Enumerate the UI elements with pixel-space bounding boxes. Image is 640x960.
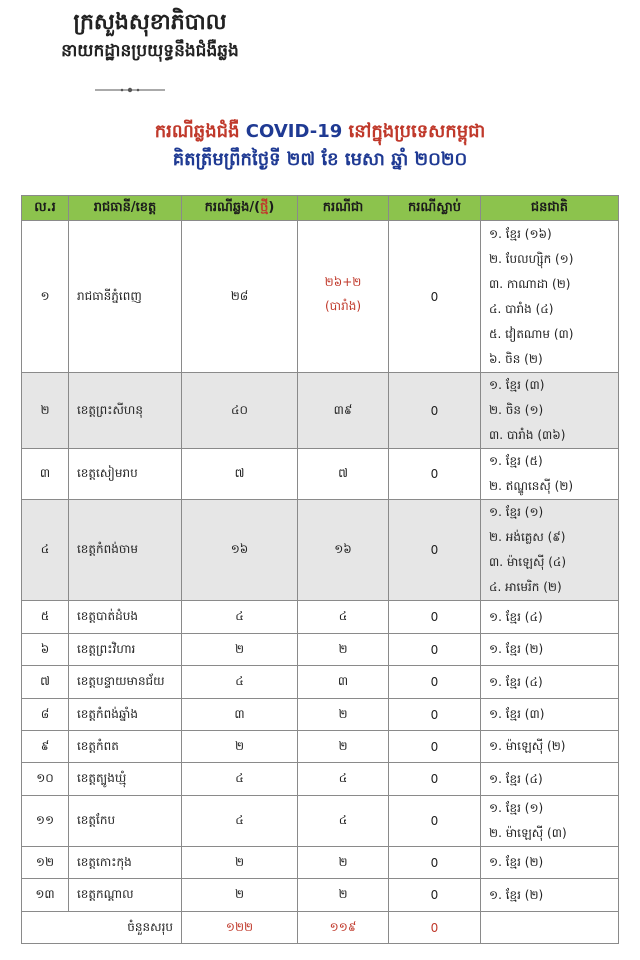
cell-no: ៤ <box>22 500 69 601</box>
ministry-name: ក្រសួងសុខាភិបាល <box>73 10 227 35</box>
cell-deaths: 0 <box>389 699 481 731</box>
nationality-item: ១. ខ្មែរ (១) <box>489 801 544 815</box>
recovered-value: ៣៩ <box>333 402 353 417</box>
total-recovered: ១១៩ <box>298 912 389 944</box>
cell-province: ខេត្តកែប <box>69 796 182 847</box>
cell-deaths: 0 <box>389 796 481 847</box>
cell-recovered <box>298 731 389 763</box>
table-row <box>22 763 619 796</box>
cell-province: ខេត្តកំពត <box>69 731 182 763</box>
cell-nationality <box>481 763 619 796</box>
cell-cases: ២ <box>182 847 298 879</box>
table-row <box>22 879 619 912</box>
cell-no: ១១ <box>22 796 69 847</box>
cell-deaths: 0 <box>389 449 481 500</box>
recovered-value: ២ <box>338 887 348 901</box>
nationality-item: ៥. វៀតណាម (៣) <box>489 326 574 341</box>
cell-cases: ១៦ <box>182 500 298 601</box>
cell-nationality <box>481 796 619 847</box>
cell-province: ខេត្តព្រះសីហនុ <box>69 373 182 449</box>
header-block <box>20 8 280 64</box>
nationality-item: ១. ខ្មែរ (៤) <box>489 771 543 786</box>
cell-province: ខេត្តបន្ទាយមានជ័យ <box>69 666 182 699</box>
recovered-value: ២ <box>338 706 348 721</box>
cell-province: ខេត្តកណ្ដាល <box>69 879 182 912</box>
cell-nationality <box>481 373 619 449</box>
cell-no: ២ <box>22 373 69 449</box>
table-row <box>22 796 619 847</box>
cell-deaths: 0 <box>389 731 481 763</box>
cell-cases: ២ <box>182 879 298 912</box>
nationality-item: ១. ខ្មែរ (៤) <box>489 674 543 689</box>
recovered-value: ៤ <box>338 813 348 827</box>
cell-cases: ៤០ <box>182 373 298 449</box>
col-header-recovered: ករណីជា <box>298 196 389 221</box>
cell-nationality <box>481 601 619 634</box>
cell-cases: ២ <box>182 634 298 666</box>
total-deaths: 0 <box>389 912 481 944</box>
table-row <box>22 634 619 666</box>
cell-deaths: 0 <box>389 373 481 449</box>
cell-no: ៦ <box>22 634 69 666</box>
cell-province: ខេត្តកោះកុង <box>69 847 182 879</box>
cell-province: ខេត្តត្បូងឃ្មុំ <box>69 763 182 796</box>
recovered-value: ៤ <box>338 609 348 623</box>
nationality-item: ១. ខ្មែរ (១៦) <box>489 226 552 241</box>
cell-no: ១២ <box>22 847 69 879</box>
cell-no: ៧ <box>22 666 69 699</box>
cell-province: ខេត្តកំពង់ចាម <box>69 500 182 601</box>
title-line-1: ករណីឆ្លងជំងឺ COVID-19 នៅក្នុងប្រទេសកម្ពុជា <box>154 121 486 142</box>
recovered-note: (បារាំង) <box>324 298 362 313</box>
cell-recovered <box>298 373 389 449</box>
cell-nationality <box>481 879 619 912</box>
cell-no: ៨ <box>22 699 69 731</box>
report-title <box>0 118 640 174</box>
cell-province: ខេត្តបាត់ដំបង <box>69 601 182 634</box>
cell-cases: ៤ <box>182 796 298 847</box>
nationality-item: ៦. ចិន (២) <box>489 351 543 366</box>
recovered-value: ២ <box>338 854 348 869</box>
nationality-item: ២. បែលហ្ស៊ិក (១) <box>489 251 574 266</box>
cell-cases: ៧ <box>182 449 298 500</box>
cell-cases: ៤ <box>182 601 298 634</box>
nationality-item: ៣. បារាំង (៣៦) <box>489 428 566 442</box>
cell-recovered <box>298 699 389 731</box>
cell-nationality <box>481 221 619 373</box>
cell-nationality <box>481 666 619 699</box>
cell-recovered <box>298 601 389 634</box>
cell-no: ៣ <box>22 449 69 500</box>
cell-nationality <box>481 847 619 879</box>
total-row <box>22 912 619 944</box>
recovered-value: ១៦ <box>334 542 352 556</box>
col-header-no: ល.រ <box>22 196 69 221</box>
nationality-item: ១. ខ្មែរ (២) <box>489 855 544 869</box>
col-header-nationality: ជនជាតិ <box>481 196 619 221</box>
nationality-item: ១. ខ្មែរ (៥) <box>489 454 543 468</box>
nationality-item: ១. ខ្មែរ (៣) <box>489 707 545 721</box>
total-label: ចំនួនសរុប <box>22 912 182 944</box>
cell-deaths: 0 <box>389 763 481 796</box>
cell-cases: ៣ <box>182 699 298 731</box>
cell-nationality <box>481 731 619 763</box>
cell-deaths: 0 <box>389 847 481 879</box>
nationality-item: ១. ខ្មែរ (៤) <box>489 609 543 624</box>
table-row <box>22 449 619 500</box>
col-header-cases: ករណីឆ្លង/(ថ្មី) <box>182 196 298 221</box>
nationality-item: ១. ខ្មែរ (២) <box>489 642 544 656</box>
table-row <box>22 221 619 373</box>
nationality-item: ១. ម៉ាឡេស៊ី (២) <box>489 739 566 753</box>
nationality-item: ២. ចិន (១) <box>489 403 544 417</box>
table-header-row <box>22 196 619 221</box>
table-row <box>22 731 619 763</box>
nationality-item: ៣. ម៉ាឡេស៊ី (៤) <box>489 555 567 569</box>
recovered-value: ៤ <box>338 771 348 785</box>
cell-no: ១ <box>22 221 69 373</box>
cell-deaths: 0 <box>389 500 481 601</box>
cell-cases: ២ <box>182 731 298 763</box>
decorative-divider-icon <box>95 86 165 94</box>
cell-province: រាជធានីភ្នំពេញ <box>69 221 182 373</box>
cell-province: ខេត្តកំពង់ឆ្នាំង <box>69 699 182 731</box>
cases-table <box>21 195 619 944</box>
nationality-item: ១. ខ្មែរ (៣) <box>489 378 545 392</box>
table-row <box>22 699 619 731</box>
cell-recovered <box>298 796 389 847</box>
table-row <box>22 601 619 634</box>
cell-recovered <box>298 879 389 912</box>
cell-nationality <box>481 449 619 500</box>
cell-no: ៥ <box>22 601 69 634</box>
recovered-value: ២ <box>338 738 348 753</box>
cell-deaths: 0 <box>389 221 481 373</box>
cell-no: ១០ <box>22 763 69 796</box>
cell-no: ១៣ <box>22 879 69 912</box>
title-line-2: គិតត្រឹមព្រឹកថ្ងៃទី ២៧ ខែ មេសា ឆ្នាំ ២០២០ <box>172 149 468 170</box>
cell-recovered <box>298 763 389 796</box>
cell-recovered <box>298 449 389 500</box>
cell-deaths: 0 <box>389 879 481 912</box>
nationality-item: ៤. អាមេរិក (២) <box>489 580 562 594</box>
cell-deaths: 0 <box>389 634 481 666</box>
department-name: នាយកដ្ឋានប្រយុទ្ធនឹងជំងឺឆ្លង <box>61 41 239 61</box>
cell-province: ខេត្តព្រះវិហារ <box>69 634 182 666</box>
table-row <box>22 847 619 879</box>
cell-nationality <box>481 699 619 731</box>
total-nationality <box>481 912 619 944</box>
cell-recovered <box>298 634 389 666</box>
col-header-province: រាជធានី/ខេត្ត <box>69 196 182 221</box>
recovered-value: ២ <box>338 641 348 656</box>
cell-recovered <box>298 847 389 879</box>
cell-cases: ២៨ <box>182 221 298 373</box>
total-cases: ១២២ <box>182 912 298 944</box>
recovered-value: ៧ <box>338 466 348 480</box>
nationality-item: ២. ម៉ាឡេស៊ី (៣) <box>489 826 567 840</box>
nationality-item: ២. ឥណ្ឌូនេស៊ី (២) <box>489 479 574 493</box>
cell-recovered <box>298 666 389 699</box>
cell-deaths: 0 <box>389 666 481 699</box>
nationality-item: ៣. កាណាដា (២) <box>489 276 571 291</box>
nationality-item: ២. អង់គ្លេស (៩) <box>489 530 566 544</box>
nationality-item: ១. ខ្មែរ (២) <box>489 887 544 902</box>
cell-province: ខេត្តសៀមរាប <box>69 449 182 500</box>
cell-recovered <box>298 500 389 601</box>
cell-nationality <box>481 500 619 601</box>
cell-nationality <box>481 634 619 666</box>
table-row <box>22 666 619 699</box>
cell-recovered <box>298 221 389 373</box>
recovered-value: ៣ <box>337 674 349 688</box>
nationality-item: ១. ខ្មែរ (១) <box>489 505 544 519</box>
nationality-item: ៤. បារាំង (៤) <box>489 301 554 316</box>
cell-cases: ៤ <box>182 666 298 699</box>
cell-no: ៩ <box>22 731 69 763</box>
col-header-deaths: ករណីស្លាប់ <box>389 196 481 221</box>
cell-deaths: 0 <box>389 601 481 634</box>
table-row <box>22 500 619 601</box>
recovered-value: ២៦+២ <box>324 274 362 289</box>
table-row <box>22 373 619 449</box>
cell-cases: ៤ <box>182 763 298 796</box>
